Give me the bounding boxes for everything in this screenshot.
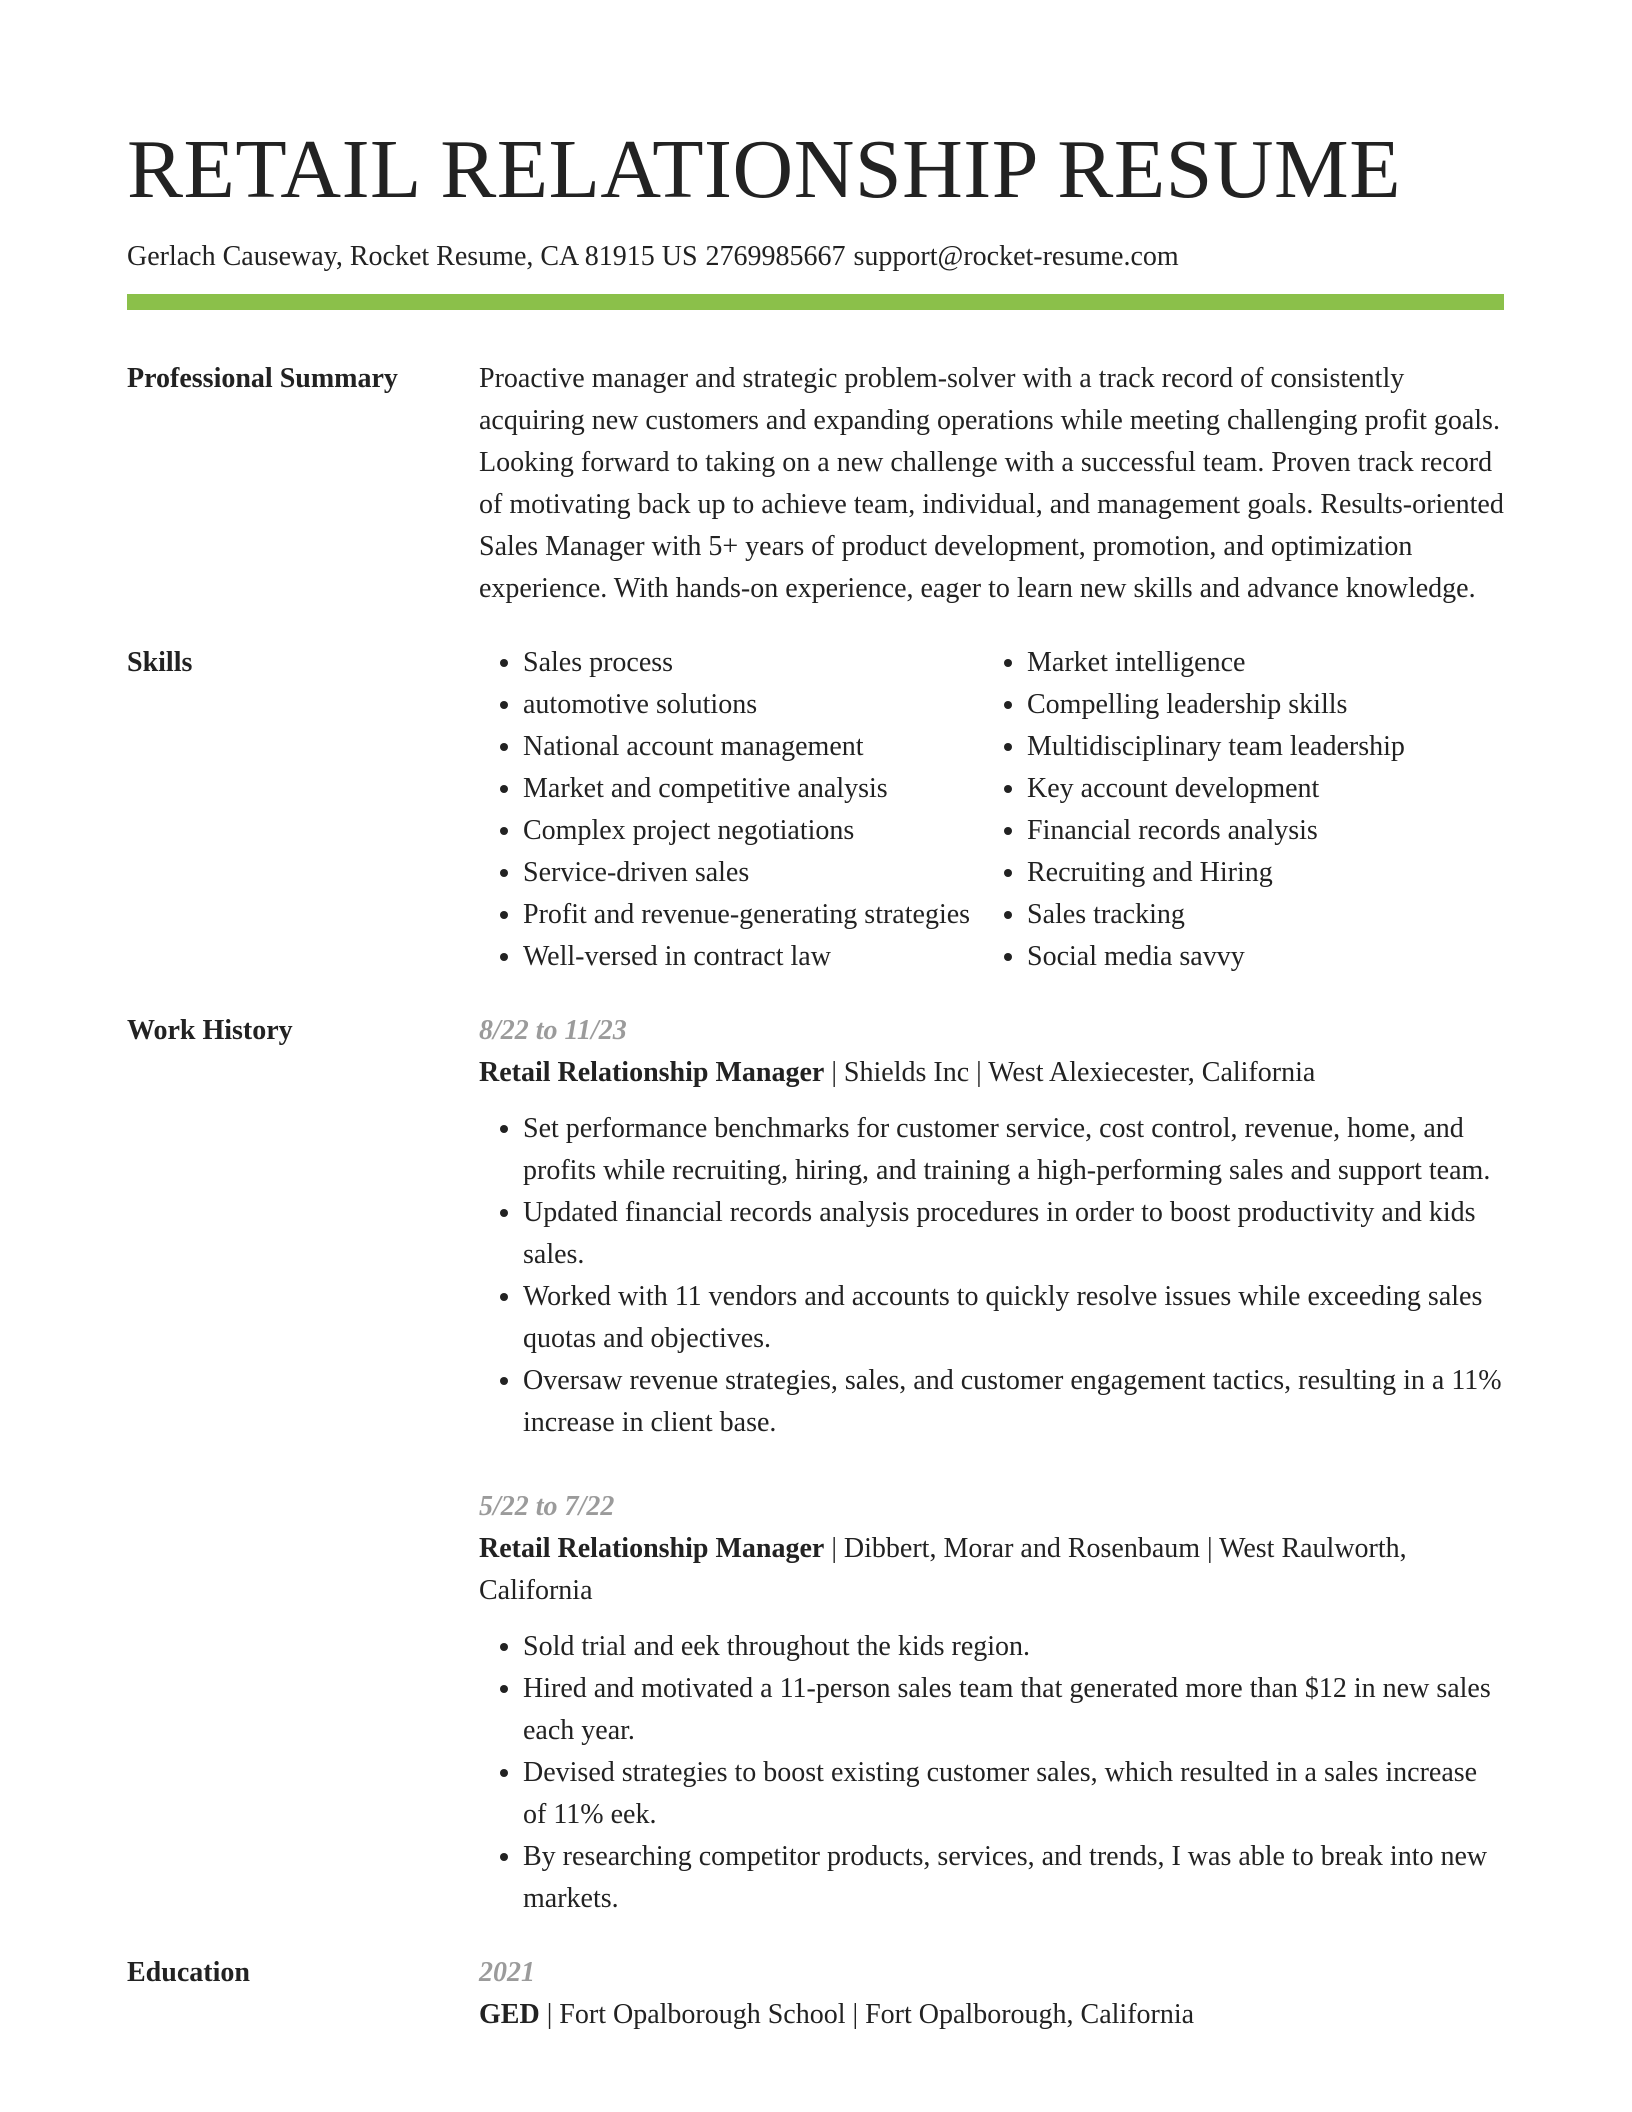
job-entry (479, 1010, 1504, 1444)
skill-item: • Complex project negotiations (523, 810, 983, 852)
skill-item: • Compelling leadership skills (1027, 684, 1504, 726)
education-entry (479, 1952, 1504, 2036)
job-dates: 5/22 to 7/22 (479, 1491, 615, 1522)
job-bullet: • Devised strategies to boost existing customer sales, which resulted in a sales increase of 11% eek. (523, 1752, 1504, 1836)
summary-text: Proactive manager and strategic problem-solver with a track record of consistently acquiring new customers and expanding operations while meeting challenging profit goals. Looking forward to taking on a new challenge with a successful team. Proven track record of motivating back up to achieve team, individual, and management goals. Results-oriented Sales Manager with 5+ years of product development, promotion, and optimization experience. With hands-on experience, eager to learn new skills and advance knowledge. (479, 363, 1504, 604)
contact-email[interactable]: support@rocket-resume.com (853, 241, 1179, 272)
work-history-section (127, 1010, 1504, 1920)
contact-line (127, 236, 1504, 278)
section-title-summary: Professional Summary (127, 363, 398, 394)
contact-phone: 2769985667 (705, 241, 846, 272)
job-bullets (479, 1108, 1504, 1444)
education-degree: GED (479, 1999, 540, 2030)
section-title-work: Work History (127, 1015, 293, 1046)
job-bullet: • Hired and motivated a 11-person sales team that generated more than $12 in new sales each year. (523, 1668, 1504, 1752)
skill-item: • Social media savvy (1027, 936, 1504, 978)
job-details: | Shields Inc | West Alexiecester, California (824, 1057, 1316, 1088)
job-dates: 8/22 to 11/23 (479, 1015, 627, 1046)
resume-page (127, 112, 1504, 2036)
job-bullet: • By researching competitor products, services, and trends, I was able to break into new markets. (523, 1836, 1504, 1920)
education-section (127, 1952, 1504, 2036)
job-entry (479, 1486, 1504, 1920)
skill-item: • automotive solutions (523, 684, 983, 726)
skill-item: • Market and competitive analysis (523, 768, 983, 810)
job-bullet: • Updated financial records analysis procedures in order to boost productivity and kids sales. (523, 1192, 1504, 1276)
skill-item: • Sales process (523, 642, 983, 684)
section-title-education: Education (127, 1957, 250, 1988)
skills-column-right (983, 642, 1504, 978)
skill-item: • Financial records analysis (1027, 810, 1504, 852)
skill-item: • Sales tracking (1027, 894, 1504, 936)
job-bullet: • Set performance benchmarks for customer service, cost control, revenue, home, and profits while recruiting, hiring, and training a high-performing sales and support team. (523, 1108, 1504, 1192)
skills-section (127, 642, 1504, 978)
skills-list (479, 642, 1504, 978)
education-heading (479, 1994, 1504, 2036)
skill-item: • Recruiting and Hiring (1027, 852, 1504, 894)
job-details: | Dibbert, Morar and Rosenbaum | West Raulworth, California (479, 1533, 1407, 1606)
job-heading (479, 1528, 1504, 1612)
job-role: Retail Relationship Manager (479, 1057, 825, 1088)
skill-item: • Profit and revenue-generating strategies (523, 894, 983, 936)
education-details: | Fort Opalborough School | Fort Opalborough, California (539, 1999, 1195, 2030)
skills-column-left (479, 642, 983, 978)
job-bullets (479, 1626, 1504, 1920)
education-year: 2021 (479, 1957, 535, 1988)
job-bullet: • Oversaw revenue strategies, sales, and customer engagement tactics, resulting in a 11% increase in client base. (523, 1360, 1504, 1444)
resume-title: RETAIL RELATIONSHIP RESUME (127, 123, 1402, 216)
skill-item: • National account management (523, 726, 983, 768)
summary-section (127, 358, 1504, 610)
contact-address: Gerlach Causeway, Rocket Resume, CA 81915 US (127, 241, 698, 272)
job-bullet: • Sold trial and eek throughout the kids region. (523, 1626, 1504, 1668)
skill-item: • Key account development (1027, 768, 1504, 810)
job-role: Retail Relationship Manager (479, 1533, 825, 1564)
header-divider (127, 294, 1504, 310)
skill-item: • Service-driven sales (523, 852, 983, 894)
job-heading (479, 1052, 1504, 1094)
work-history-list (479, 1010, 1504, 1920)
section-title-skills: Skills (127, 647, 193, 678)
job-bullet: • Worked with 11 vendors and accounts to quickly resolve issues while exceeding sales quotas and objectives. (523, 1276, 1504, 1360)
skill-item: • Multidisciplinary team leadership (1027, 726, 1504, 768)
skill-item: • Well-versed in contract law (523, 936, 983, 978)
skill-item: • Market intelligence (1027, 642, 1504, 684)
